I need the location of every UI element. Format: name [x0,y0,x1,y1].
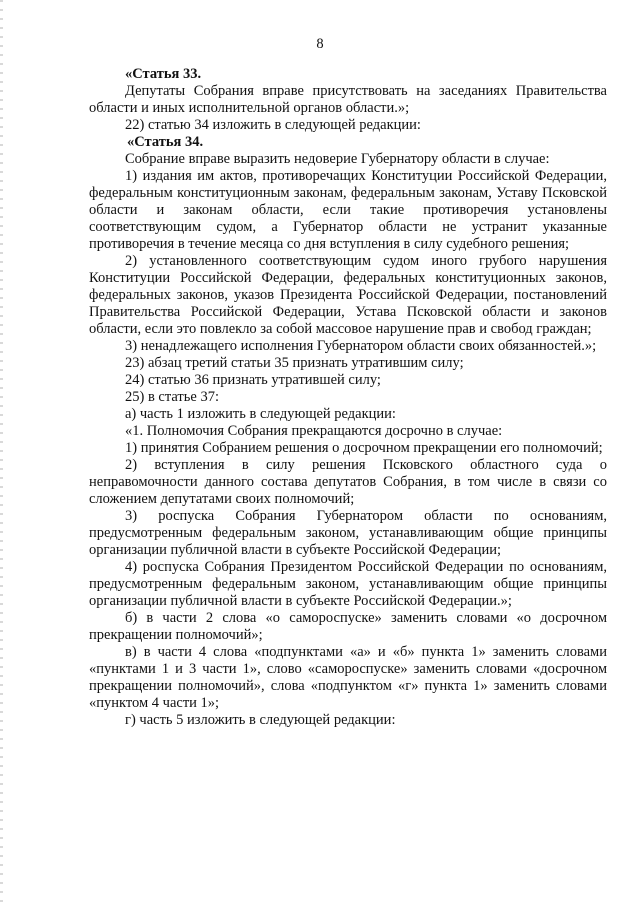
paragraph: 3) роспуска Собрания Губернатором области по основаниям, предусмотренным федеральным законом, устанавливающим общие принципы организации публичной власти в субъекте Российской Федерации; [89,508,607,558]
paragraph: «1. Полномочия Собрания прекращаются досрочно в случае: [125,423,503,439]
scan-edge-marks [0,0,3,905]
paragraph: Депутаты Собрания вправе присутствовать на заседаниях Правительства области и иных исполнительной органов области.»; [89,83,607,116]
paragraph: 22) статью 34 изложить в следующей редакции: [125,117,421,133]
paragraph: б) в части 2 слова «о самороспуске» заменить словами «о досрочном прекращении полномочий»; [89,610,607,643]
paragraph: а) часть 1 изложить в следующей редакции: [125,406,396,422]
paragraph: 1) принятия Собранием решения о досрочном прекращении его полномочий; [125,440,603,456]
article-34-heading: «Статья 34. [127,134,204,150]
paragraph: 24) статью 36 признать утратившей силу; [125,372,381,388]
paragraph: 2) установленного соответствующим судом иного грубого нарушения Конституции Российской Федерации, федеральных конституционных законов, федеральных законов, указов Президента Российской Федерации, постановлений Правительства Российской Федерации, Устава Псковской области и законов области, если это повлекло за собой массовое нарушение прав и свобод граждан; [89,253,607,337]
paragraph: 25) в статье 37: [125,389,219,405]
paragraph: 1) издания им актов, противоречащих Конституции Российской Федерации, федеральным конституционным законам, федеральным законам, Уставу Псковской области и законам области, если такие противоречия установлены соответствующим судом, а Губернатор области не устранит указанные противоречия в течение месяца со дня вступления в силу судебного решения; [89,168,607,252]
paragraph: 23) абзац третий статьи 35 признать утратившим силу; [125,355,464,371]
paragraph: 3) ненадлежащего исполнения Губернатором области своих обязанностей.»; [125,338,597,354]
paragraph: г) часть 5 изложить в следующей редакции: [125,712,396,728]
page-number: 8 [316,36,324,52]
paragraph: 2) вступления в силу решения Псковского областного суда о неправомочности данного состава депутатов Собрания, в том числе в связи со сложением депутатами своих полномочий; [89,457,607,507]
paragraph: Собрание вправе выразить недоверие Губернатору области в случае: [125,151,550,167]
paragraph: 4) роспуска Собрания Президентом Российской Федерации по основаниям, предусмотренным федеральным законом, устанавливающим общие принципы организации публичной власти в субъекте Российской Федерации.»; [89,559,607,609]
article-33-heading: «Статья 33. [125,66,202,82]
paragraph: в) в части 4 слова «подпунктами «а» и «б» пункта 1» заменить словами «пунктами 1 и 3 части 1», слово «самороспуске» заменить словами «досрочном прекращении полномочий», слова «подпунктом «г» пункта 1» заменить словами «пунктом 4 части 1»; [89,644,607,711]
document-body [89,66,607,729]
